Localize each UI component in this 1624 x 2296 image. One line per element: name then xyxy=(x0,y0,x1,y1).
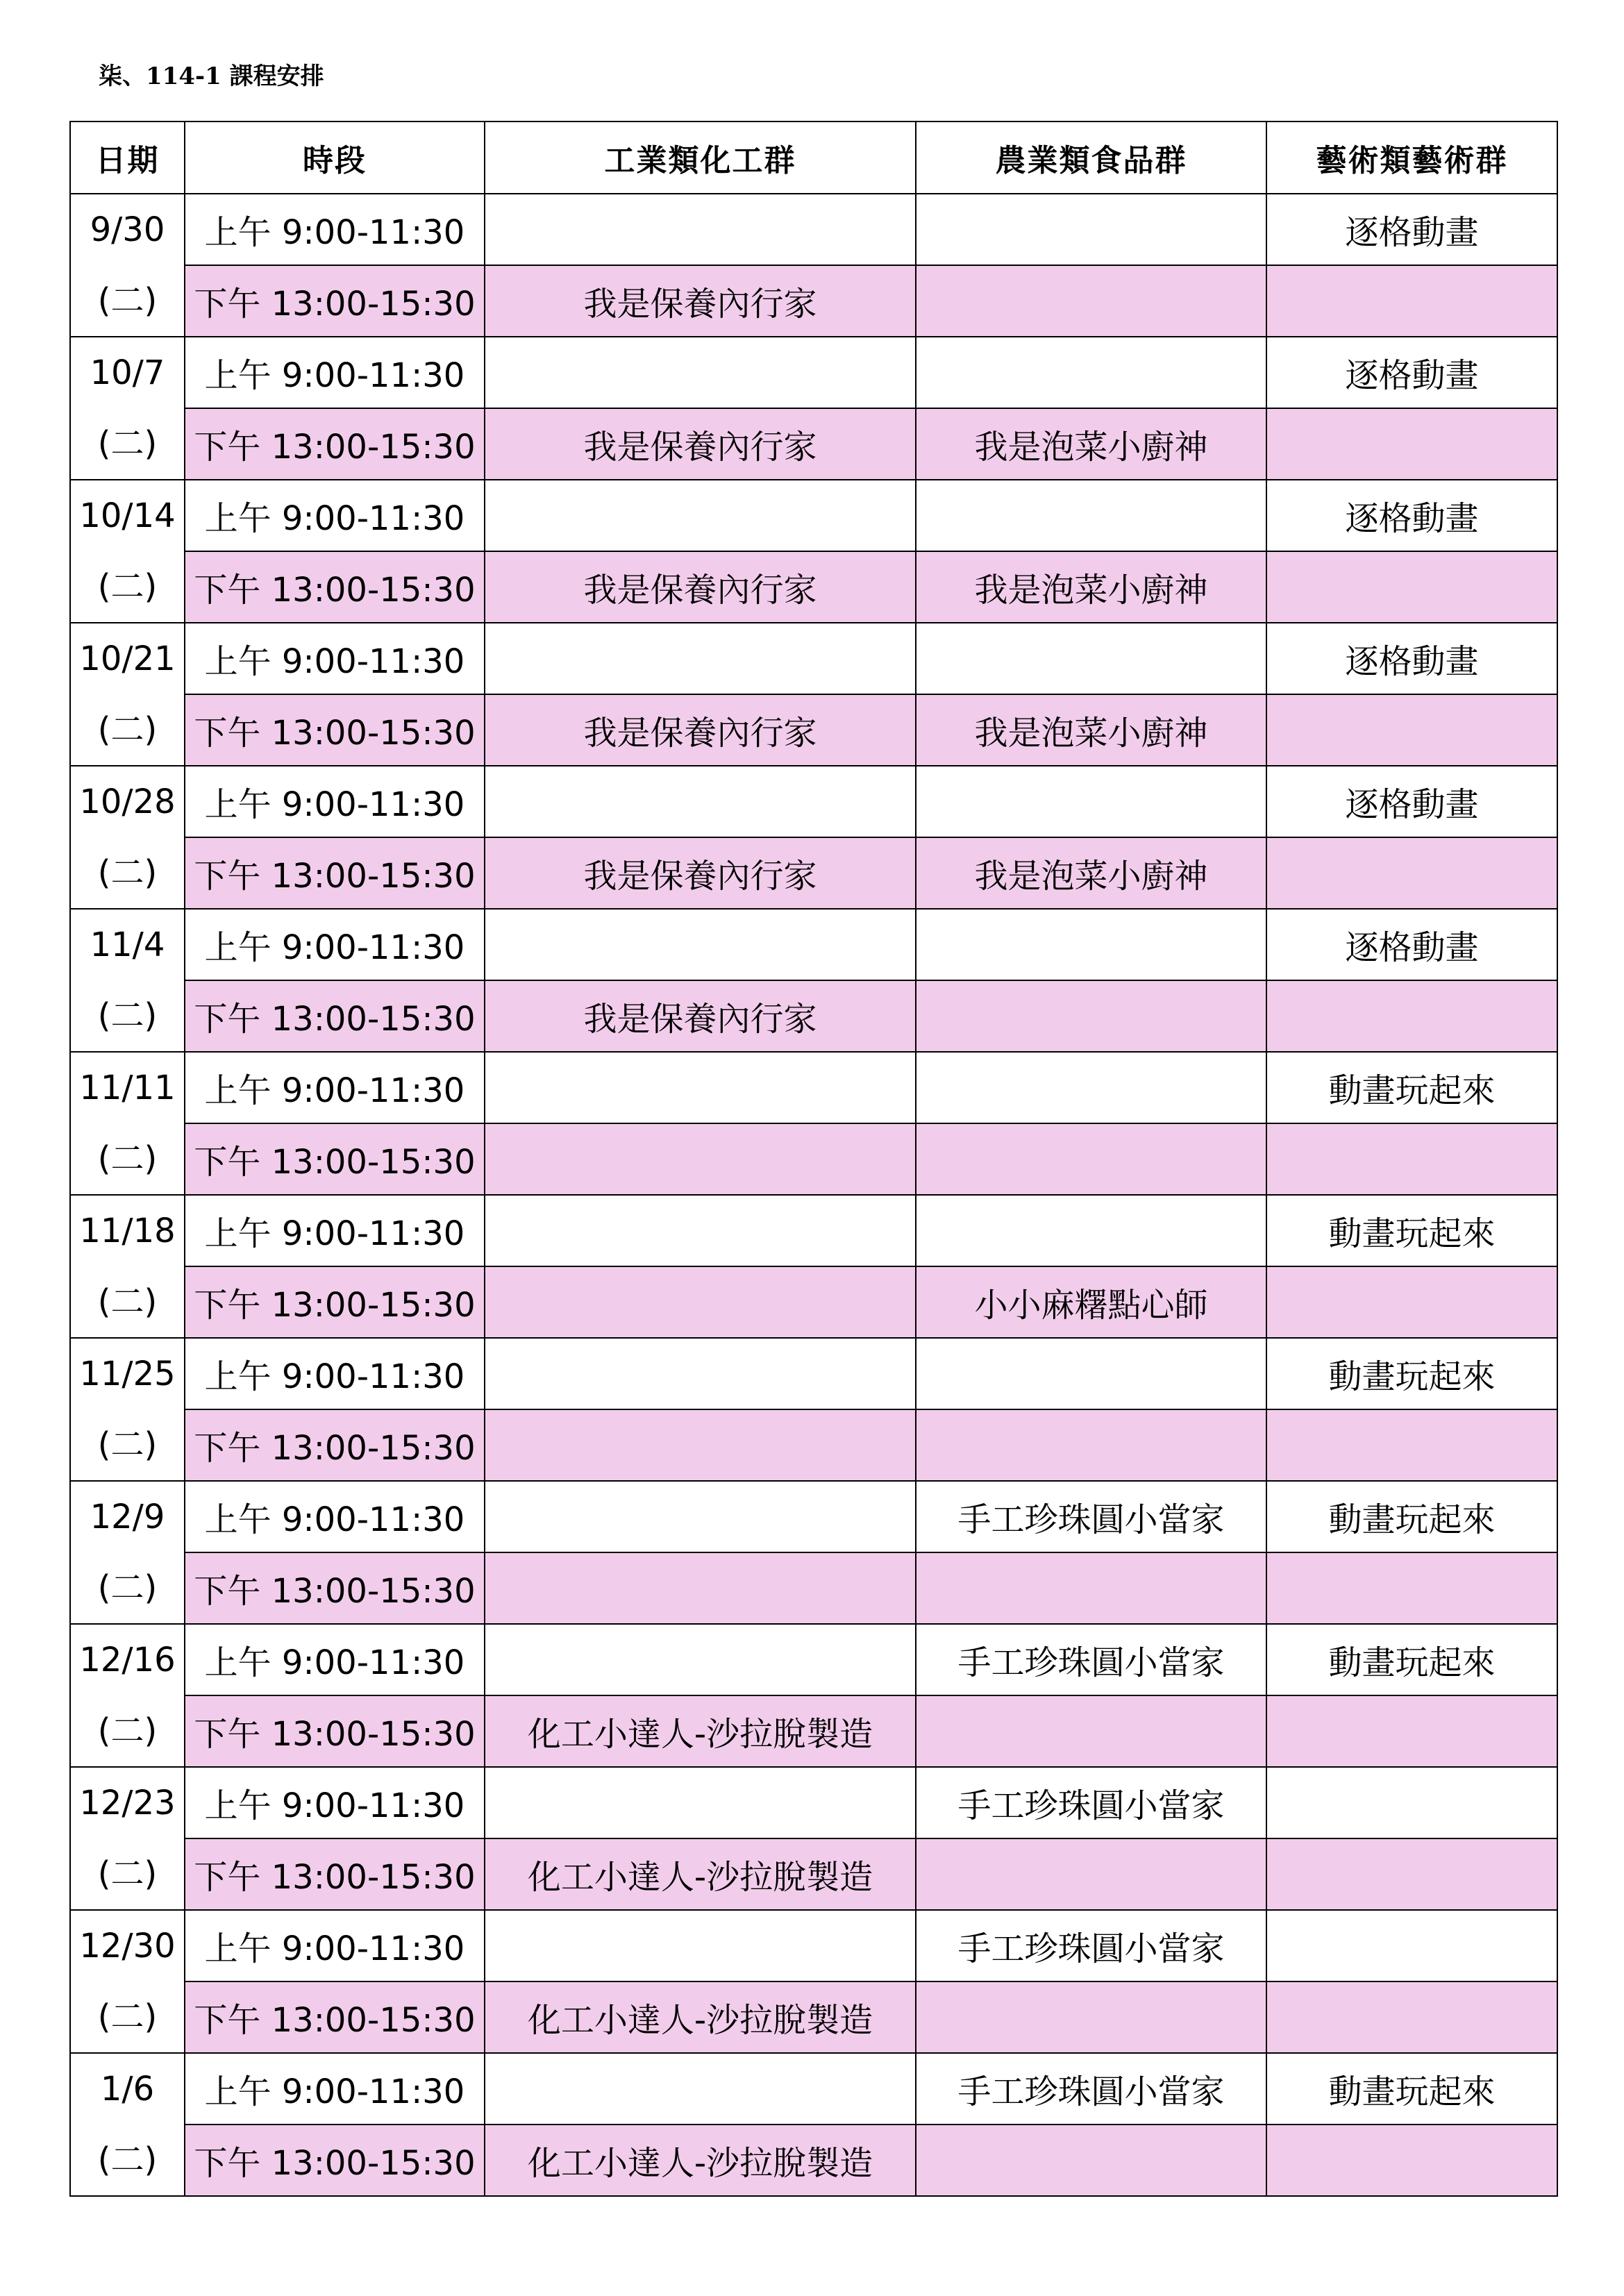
slot-cell-morning: 上午 9:00-11:30 xyxy=(185,909,485,980)
course-cell-food xyxy=(916,194,1266,265)
date-text: 9/30 xyxy=(90,210,165,249)
course-cell-art xyxy=(1266,265,1557,337)
slot-cell-morning: 上午 9:00-11:30 xyxy=(185,480,485,551)
course-cell-chem: 我是保養內行家 xyxy=(485,694,916,766)
table-row-afternoon xyxy=(70,837,1557,909)
table-row-afternoon xyxy=(70,1409,1557,1481)
weekday-text: (二) xyxy=(97,1282,158,1321)
course-cell-art xyxy=(1266,1409,1557,1481)
table-row-afternoon xyxy=(70,980,1557,1052)
slot-cell-afternoon: 下午 13:00-15:30 xyxy=(185,837,485,909)
course-cell-art xyxy=(1266,1695,1557,1767)
date-text: 12/23 xyxy=(79,1784,176,1822)
course-cell-chem xyxy=(485,623,916,694)
course-cell-chem xyxy=(485,1195,916,1266)
course-cell-chem xyxy=(485,1409,916,1481)
course-cell-food xyxy=(916,2125,1266,2196)
table-row-morning xyxy=(70,194,1557,265)
column-header-art: 藝術類藝術群 xyxy=(1266,121,1557,194)
course-cell-art xyxy=(1266,1123,1557,1195)
course-cell-chem xyxy=(485,766,916,837)
course-cell-chem xyxy=(485,1123,916,1195)
course-cell-chem xyxy=(485,1552,916,1624)
course-cell-food xyxy=(916,623,1266,694)
course-cell-art: 動畫玩起來 xyxy=(1266,1052,1557,1123)
date-text: 12/9 xyxy=(90,1498,165,1536)
course-cell-art: 動畫玩起來 xyxy=(1266,1481,1557,1552)
table-row-afternoon xyxy=(70,694,1557,766)
table-row-morning xyxy=(70,1624,1557,1695)
course-cell-food: 手工珍珠圓小當家 xyxy=(916,1910,1266,1981)
course-cell-chem xyxy=(485,1338,916,1409)
course-cell-chem: 化工小達人-沙拉脫製造 xyxy=(485,1981,916,2053)
table-row-afternoon xyxy=(70,1981,1557,2053)
date-cell xyxy=(70,1624,185,1767)
date-cell xyxy=(70,480,185,623)
slot-cell-morning: 上午 9:00-11:30 xyxy=(185,2053,485,2125)
slot-cell-afternoon: 下午 13:00-15:30 xyxy=(185,1409,485,1481)
table-row-afternoon xyxy=(70,265,1557,337)
course-cell-chem xyxy=(485,1767,916,1838)
course-cell-art xyxy=(1266,2125,1557,2196)
course-cell-food: 手工珍珠圓小當家 xyxy=(916,2053,1266,2125)
course-cell-chem: 我是保養內行家 xyxy=(485,408,916,480)
slot-cell-afternoon: 下午 13:00-15:30 xyxy=(185,1123,485,1195)
course-cell-chem xyxy=(485,194,916,265)
weekday-text: (二) xyxy=(97,281,158,320)
course-cell-art: 動畫玩起來 xyxy=(1266,2053,1557,2125)
course-cell-food: 小小麻糬點心師 xyxy=(916,1266,1266,1338)
weekday-text: (二) xyxy=(97,710,158,749)
table-row-afternoon xyxy=(70,2125,1557,2196)
table-row-morning xyxy=(70,1195,1557,1266)
weekday-text: (二) xyxy=(97,2140,158,2179)
table-row-morning xyxy=(70,909,1557,980)
course-cell-art xyxy=(1266,1552,1557,1624)
slot-cell-morning: 上午 9:00-11:30 xyxy=(185,1052,485,1123)
slot-cell-morning: 上午 9:00-11:30 xyxy=(185,337,485,408)
date-cell xyxy=(70,766,185,909)
course-cell-food: 我是泡菜小廚神 xyxy=(916,694,1266,766)
course-cell-food: 我是泡菜小廚神 xyxy=(916,837,1266,909)
course-cell-chem xyxy=(485,1910,916,1981)
table-row-morning xyxy=(70,337,1557,408)
slot-cell-morning: 上午 9:00-11:30 xyxy=(185,1624,485,1695)
date-cell xyxy=(70,1481,185,1624)
course-cell-food xyxy=(916,1052,1266,1123)
slot-cell-afternoon: 下午 13:00-15:30 xyxy=(185,1695,485,1767)
course-cell-food xyxy=(916,980,1266,1052)
column-header-food: 農業類食品群 xyxy=(916,121,1266,194)
slot-cell-morning: 上午 9:00-11:30 xyxy=(185,1338,485,1409)
course-cell-chem xyxy=(485,2053,916,2125)
date-text: 11/11 xyxy=(79,1069,176,1107)
course-cell-food xyxy=(916,480,1266,551)
date-cell xyxy=(70,2053,185,2196)
course-cell-food xyxy=(916,909,1266,980)
course-cell-chem xyxy=(485,1624,916,1695)
slot-cell-afternoon: 下午 13:00-15:30 xyxy=(185,1552,485,1624)
slot-cell-afternoon: 下午 13:00-15:30 xyxy=(185,1838,485,1910)
date-cell xyxy=(70,623,185,766)
slot-cell-afternoon: 下午 13:00-15:30 xyxy=(185,1981,485,2053)
slot-cell-morning: 上午 9:00-11:30 xyxy=(185,1910,485,1981)
date-cell xyxy=(70,1195,185,1338)
slot-cell-afternoon: 下午 13:00-15:30 xyxy=(185,2125,485,2196)
date-cell xyxy=(70,1338,185,1481)
date-text: 10/21 xyxy=(79,639,176,678)
table-row-morning xyxy=(70,623,1557,694)
course-cell-art: 動畫玩起來 xyxy=(1266,1338,1557,1409)
course-cell-chem xyxy=(485,1266,916,1338)
table-row-morning xyxy=(70,766,1557,837)
course-cell-food xyxy=(916,337,1266,408)
slot-cell-afternoon: 下午 13:00-15:30 xyxy=(185,408,485,480)
course-cell-food xyxy=(916,265,1266,337)
course-cell-chem xyxy=(485,1481,916,1552)
table-row-afternoon xyxy=(70,408,1557,480)
course-cell-art: 逐格動畫 xyxy=(1266,766,1557,837)
course-cell-food: 手工珍珠圓小當家 xyxy=(916,1767,1266,1838)
table-row-morning xyxy=(70,2053,1557,2125)
course-cell-chem: 化工小達人-沙拉脫製造 xyxy=(485,2125,916,2196)
date-cell xyxy=(70,909,185,1052)
course-cell-chem xyxy=(485,909,916,980)
course-cell-food: 我是泡菜小廚神 xyxy=(916,551,1266,623)
course-cell-art xyxy=(1266,551,1557,623)
weekday-text: (二) xyxy=(97,996,158,1035)
course-cell-chem: 化工小達人-沙拉脫製造 xyxy=(485,1695,916,1767)
weekday-text: (二) xyxy=(97,567,158,606)
course-cell-food: 手工珍珠圓小當家 xyxy=(916,1624,1266,1695)
course-cell-art: 逐格動畫 xyxy=(1266,194,1557,265)
weekday-text: (二) xyxy=(97,1139,158,1178)
course-cell-food xyxy=(916,1195,1266,1266)
course-cell-food xyxy=(916,1338,1266,1409)
column-header-date: 日期 xyxy=(70,121,185,194)
course-cell-food xyxy=(916,1838,1266,1910)
course-cell-food xyxy=(916,1409,1266,1481)
date-text: 10/7 xyxy=(90,353,165,392)
table-row-afternoon xyxy=(70,551,1557,623)
date-cell xyxy=(70,1052,185,1195)
course-cell-chem: 我是保養內行家 xyxy=(485,551,916,623)
course-cell-chem: 我是保養內行家 xyxy=(485,265,916,337)
course-cell-food xyxy=(916,1981,1266,2053)
course-cell-art xyxy=(1266,1910,1557,1981)
course-cell-art xyxy=(1266,980,1557,1052)
date-cell xyxy=(70,194,185,337)
table-row-afternoon xyxy=(70,1838,1557,1910)
course-cell-chem: 化工小達人-沙拉脫製造 xyxy=(485,1838,916,1910)
table-row-afternoon xyxy=(70,1552,1557,1624)
date-text: 10/28 xyxy=(79,782,176,821)
date-text: 1/6 xyxy=(100,2070,155,2109)
course-cell-art xyxy=(1266,694,1557,766)
course-cell-art xyxy=(1266,1767,1557,1838)
column-header-slot: 時段 xyxy=(185,121,485,194)
slot-cell-afternoon: 下午 13:00-15:30 xyxy=(185,1266,485,1338)
course-cell-art: 逐格動畫 xyxy=(1266,623,1557,694)
course-cell-art: 逐格動畫 xyxy=(1266,337,1557,408)
table-body xyxy=(70,194,1557,2196)
slot-cell-morning: 上午 9:00-11:30 xyxy=(185,1195,485,1266)
slot-cell-afternoon: 下午 13:00-15:30 xyxy=(185,551,485,623)
section-heading: 柒、114-1 課程安排 xyxy=(99,62,324,90)
slot-cell-morning: 上午 9:00-11:30 xyxy=(185,623,485,694)
slot-cell-morning: 上午 9:00-11:30 xyxy=(185,194,485,265)
slot-cell-afternoon: 下午 13:00-15:30 xyxy=(185,265,485,337)
table-row-afternoon xyxy=(70,1123,1557,1195)
weekday-text: (二) xyxy=(97,1997,158,2036)
course-cell-food xyxy=(916,1123,1266,1195)
table-header-row xyxy=(70,121,1557,194)
course-schedule-table xyxy=(69,121,1558,2197)
date-text: 12/16 xyxy=(79,1641,176,1679)
table-row-morning xyxy=(70,1481,1557,1552)
course-cell-food xyxy=(916,1695,1266,1767)
course-cell-art: 逐格動畫 xyxy=(1266,480,1557,551)
course-cell-food xyxy=(916,766,1266,837)
date-text: 12/30 xyxy=(79,1927,176,1966)
course-cell-art: 動畫玩起來 xyxy=(1266,1195,1557,1266)
course-cell-art xyxy=(1266,408,1557,480)
course-cell-chem xyxy=(485,337,916,408)
course-cell-art: 動畫玩起來 xyxy=(1266,1624,1557,1695)
date-text: 10/14 xyxy=(79,496,176,535)
course-cell-chem xyxy=(485,1052,916,1123)
weekday-text: (二) xyxy=(97,1711,158,1750)
course-cell-food: 手工珍珠圓小當家 xyxy=(916,1481,1266,1552)
date-text: 11/18 xyxy=(79,1212,176,1250)
column-header-chem: 工業類化工群 xyxy=(485,121,916,194)
slot-cell-afternoon: 下午 13:00-15:30 xyxy=(185,980,485,1052)
course-cell-art xyxy=(1266,1838,1557,1910)
table-row-afternoon xyxy=(70,1266,1557,1338)
course-cell-art xyxy=(1266,1266,1557,1338)
weekday-text: (二) xyxy=(97,1568,158,1607)
date-text: 11/25 xyxy=(79,1355,176,1393)
course-cell-food: 我是泡菜小廚神 xyxy=(916,408,1266,480)
slot-cell-morning: 上午 9:00-11:30 xyxy=(185,1767,485,1838)
course-cell-art xyxy=(1266,1981,1557,2053)
course-cell-food xyxy=(916,1552,1266,1624)
slot-cell-morning: 上午 9:00-11:30 xyxy=(185,1481,485,1552)
table-row-afternoon xyxy=(70,1695,1557,1767)
weekday-text: (二) xyxy=(97,1854,158,1893)
weekday-text: (二) xyxy=(97,424,158,463)
course-cell-art: 逐格動畫 xyxy=(1266,909,1557,980)
course-cell-chem: 我是保養內行家 xyxy=(485,980,916,1052)
course-cell-art xyxy=(1266,837,1557,909)
weekday-text: (二) xyxy=(97,1425,158,1464)
date-text: 11/4 xyxy=(90,925,165,964)
slot-cell-morning: 上午 9:00-11:30 xyxy=(185,766,485,837)
date-cell xyxy=(70,337,185,480)
weekday-text: (二) xyxy=(97,853,158,892)
course-cell-chem: 我是保養內行家 xyxy=(485,837,916,909)
table-row-morning xyxy=(70,1338,1557,1409)
table-row-morning xyxy=(70,1767,1557,1838)
date-cell xyxy=(70,1767,185,1910)
slot-cell-afternoon: 下午 13:00-15:30 xyxy=(185,694,485,766)
table-row-morning xyxy=(70,1052,1557,1123)
course-cell-chem xyxy=(485,480,916,551)
date-cell xyxy=(70,1910,185,2053)
table-row-morning xyxy=(70,480,1557,551)
table-row-morning xyxy=(70,1910,1557,1981)
